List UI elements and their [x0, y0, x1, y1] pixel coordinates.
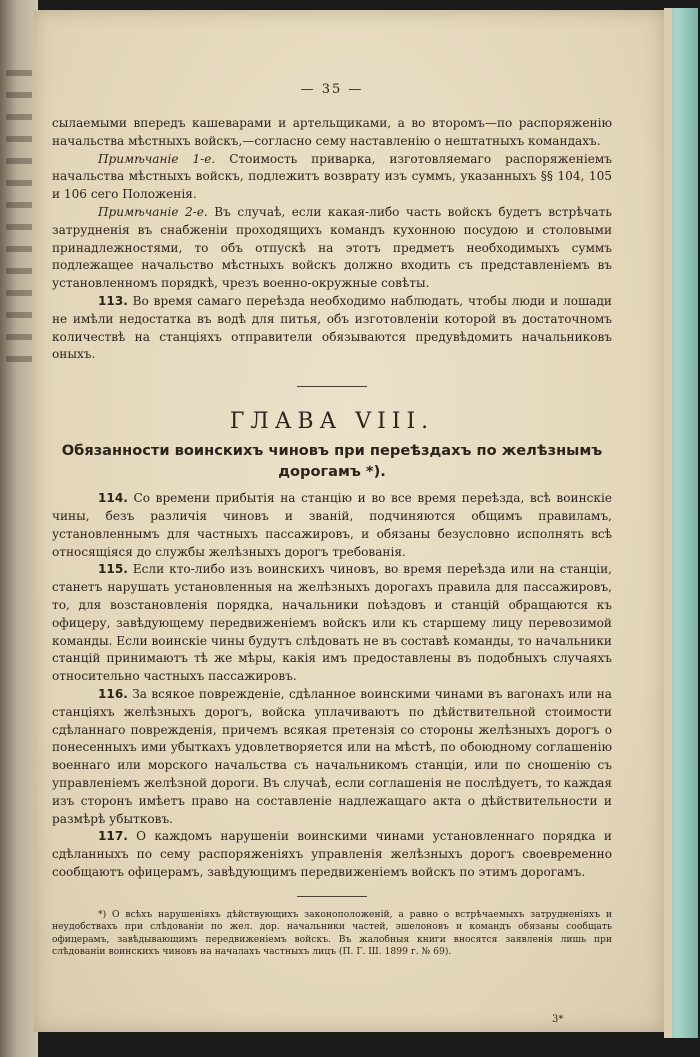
note-text: Стоимость приварка, изготовляемаго распоряженіемъ начальства мѣстныхъ войскъ, подлежитъ возврату изъ суммъ, указанныхъ §§ 104, 105 и 106 сего Положенія.: [52, 151, 612, 202]
chapter-heading-line-2: дорогамъ *).: [278, 463, 386, 481]
chapter-heading: [52, 440, 612, 482]
paragraph-continuation: сылаемыми впередъ кашеварами и артельщиками, а во второмъ—по распоряженію начальства мѣстныхъ войскъ,—согласно сему наставленію о нештатныхъ командахъ.: [52, 116, 612, 148]
footnote: *) О всѣхъ нарушеніяхъ дѣйствующихъ законоположеній, а равно о встрѣчаемыхъ затрудненіяхъ и неудобствахъ при слѣдованіи по жел. дор. начальники частей, эшелоновъ и командъ обязаны сообщать офицерамъ, завѣдывающимъ передвиженіемъ войскъ. Въ жалобныя книги вносятся заявленія лишь при слѣдованіи воинскихъ чиновъ на началахъ частныхъ лицъ (П. Г. Ш. 1899 г. № 69).: [52, 908, 612, 958]
article-text: Со времени прибытія на станцію и во все время переѣзда, всѣ воинскіе чины, безъ различія чиновъ и званій, подчиняются общимъ правиламъ, установленнымъ для частныхъ пассажировъ, и обязаны безусловно исполнять всѣ относящіяся до службы желѣзныхъ дорогъ требованія.: [52, 491, 612, 559]
printer-signature: 3*: [552, 1014, 564, 1025]
article-114: [52, 490, 612, 561]
article-115: [52, 561, 612, 686]
article-text: Во время самаго переѣзда необходимо наблюдать, чтобы люди и лошади не имѣли недостатка въ водѣ для питья, объ изготовленіи которой въ достаточномъ количествѣ на станціяхъ отправители обязываются предувѣдомить начальниковъ оныхъ.: [52, 293, 612, 362]
article-113: [52, 293, 612, 364]
article-116: [52, 686, 612, 828]
note-1: [52, 151, 612, 204]
article-text: Если кто-либо изъ воинскихъ чиновъ, во время переѣзда или на станціи, станетъ нарушать установленныя на желѣзныхъ дорогахъ правила для пассажировъ, то, для возстановленія порядка, начальники поѣздовъ и станцій обращаются къ офицеру, завѣдующему передвиженіемъ войскъ или къ старшему лицу перевозимой команды. Если воинскіе чины будутъ слѣдовать не въ составѣ команды, то начальники станцій принимаютъ тѣ же мѣры, какія имъ предоставлены въ подобныхъ случаяхъ относительно частныхъ пассажировъ.: [52, 562, 612, 684]
note-text: Въ случаѣ, если какая-либо часть войскъ будетъ встрѣчать затрудненія въ снабженіи проходящихъ командъ кухонною посудою и столовыми принадлежностями, то объ отпускѣ на этотъ предметъ необходимыхъ суммъ подлежащее начальство мѣстныхъ войскъ должно входить съ представленіемъ въ установленномъ порядкѣ, чрезъ военно-окружные совѣты.: [52, 204, 612, 291]
article-117: [52, 828, 612, 881]
article-number: 114.: [98, 491, 128, 506]
page-content: [52, 10, 612, 959]
article-number: 117.: [98, 829, 128, 844]
article-text: О каждомъ нарушеніи воинскими чинами установленнаго порядка и сдѣланныхъ по сему распоряженіяхъ управленія желѣзныхъ дорогъ своевременно сообщаютъ офицерамъ, завѣдующимъ передвиженіемъ войскъ по этимъ дорогамъ.: [52, 829, 612, 879]
page-number: — 35 —: [300, 82, 364, 97]
article-number: 116.: [98, 686, 128, 701]
chapter-title: ГЛАВА VIII.: [229, 409, 435, 435]
chapter-heading-line-1: Обязанности воинскихъ чиновъ при переѣздахъ по желѣзнымъ: [61, 442, 603, 460]
article-number: 113.: [98, 293, 128, 308]
left-page-edge: [0, 0, 38, 1057]
article-number: 115.: [98, 562, 128, 577]
section-divider: [297, 386, 367, 387]
note-2: [52, 204, 612, 293]
book-cover-edge: [664, 8, 698, 1038]
footnote-divider: [297, 896, 367, 897]
note-label: Примѣчаніе 1-е.: [98, 151, 216, 166]
note-label: Примѣчаніе 2-е.: [98, 204, 208, 219]
article-text: За всякое поврежденіе, сдѣланное воинскими чинами въ вагонахъ или на станціяхъ желѣзныхъ дорогъ, войска уплачиваютъ по дѣйствительной стоимости сдѣланнаго поврежденія, причемъ всякая претензія со стороны желѣзныхъ дорогъ о понесенныхъ ими убыткахъ удовлетворяется или на мѣстѣ, по обоюдному соглашенію военнаго или морского начальства съ начальникомъ станціи, или по сношенію съ управленіемъ желѣзной дороги. Въ случаѣ, если соглашенія не послѣдуетъ, то каждая изъ сторонъ имѣетъ право на составленіе надлежащаго акта о дѣйствительности и размѣрѣ убытковъ.: [52, 686, 612, 826]
